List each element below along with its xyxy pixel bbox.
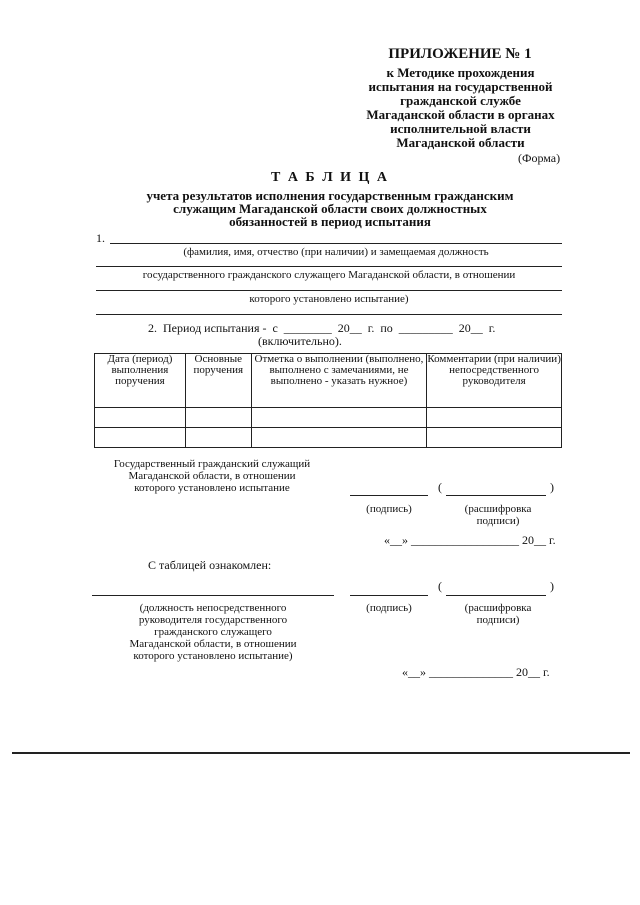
appendix-line: испытания на государственной bbox=[368, 79, 553, 94]
servant-label bbox=[92, 458, 332, 494]
servant-decode-caption: (расшифровка подписи) bbox=[464, 503, 532, 527]
item1-caption-trial: которого установлено испытание) bbox=[249, 293, 409, 305]
item1-fill-line-3[interactable] bbox=[96, 290, 562, 291]
table-cell[interactable] bbox=[95, 428, 186, 448]
manager-decode-line[interactable] bbox=[446, 595, 546, 596]
servant-label-line: которого установлено испытание bbox=[134, 482, 290, 494]
servant-paren-open: ( bbox=[438, 480, 442, 494]
item1-caption-fio: (фамилия, имя, отчество (при наличии) и замещаемая должность bbox=[183, 246, 489, 258]
form-label: (Форма) bbox=[518, 151, 561, 165]
manager-signature-caption: (подпись) bbox=[366, 602, 412, 614]
item1-number: 1. bbox=[96, 231, 105, 245]
appendix-subtitle bbox=[318, 66, 603, 150]
trial-period-inclusive: (включительно). bbox=[258, 334, 342, 348]
header-tasks: Основные поручения bbox=[185, 354, 251, 408]
table-cell[interactable] bbox=[95, 408, 186, 428]
appendix-line: Магаданской области в органах bbox=[366, 107, 555, 122]
manager-paren-close: ) bbox=[550, 579, 554, 593]
manager-caption-line: руководителя государственного bbox=[138, 614, 288, 626]
appendix-line: гражданской службе bbox=[400, 93, 521, 108]
manager-caption-line: Магаданской области, в отношении bbox=[129, 638, 297, 650]
servant-date-line: «__» __________________ 20__ г. bbox=[384, 533, 556, 547]
servant-label-line: Магаданской области, в отношении bbox=[128, 470, 296, 482]
subtitle-line: обязанностей в период испытания bbox=[229, 214, 431, 229]
appendix-line: исполнительной власти bbox=[390, 121, 531, 136]
header-date: Дата (период) выполнения поручения bbox=[95, 354, 186, 408]
servant-signature-caption: (подпись) bbox=[366, 503, 412, 515]
table-row bbox=[95, 408, 562, 428]
item1-caption-service: государственного гражданского служащего Магаданской области, в отношении bbox=[142, 269, 516, 281]
table-row bbox=[95, 428, 562, 448]
item1-fill-line-4[interactable] bbox=[96, 314, 562, 315]
manager-signature-line[interactable] bbox=[350, 595, 428, 596]
table-cell[interactable] bbox=[185, 408, 251, 428]
servant-paren-close: ) bbox=[550, 480, 554, 494]
manager-position-line[interactable] bbox=[92, 595, 334, 596]
page-bottom-rule bbox=[12, 752, 630, 754]
manager-date-line: «__» ______________ 20__ г. bbox=[402, 665, 550, 679]
manager-caption-line: гражданского служащего bbox=[154, 626, 272, 638]
table-cell[interactable] bbox=[427, 428, 562, 448]
table-cell[interactable] bbox=[185, 428, 251, 448]
manager-paren-open: ( bbox=[438, 579, 442, 593]
item1-fill-line[interactable] bbox=[110, 243, 562, 244]
servant-label-line: Государственный гражданский служащий bbox=[113, 458, 311, 470]
item1-fill-line-2[interactable] bbox=[96, 266, 562, 267]
subtitle-line: учета результатов исполнения государственным гражданским bbox=[146, 188, 514, 203]
appendix-line: Магаданской области bbox=[396, 135, 525, 150]
servant-signature-line[interactable] bbox=[350, 495, 428, 496]
table-header-row bbox=[95, 354, 562, 408]
table-cell[interactable] bbox=[427, 408, 562, 428]
manager-decode-caption: (расшифровка подписи) bbox=[464, 602, 532, 626]
table-subtitle bbox=[60, 189, 600, 228]
manager-caption-line: (должность непосредственного bbox=[139, 602, 287, 614]
header-comments: Комментарии (при наличии) непосредственного руководителя bbox=[427, 354, 562, 408]
table-cell[interactable] bbox=[251, 408, 426, 428]
trial-period-line: 2. Период испытания - с ________ 20__ г. по _________ 20__ г. bbox=[148, 321, 496, 335]
results-table bbox=[94, 353, 562, 448]
appendix-line: к Методике прохождения bbox=[386, 65, 535, 80]
appendix-title: ПРИЛОЖЕНИЕ № 1 bbox=[388, 46, 532, 62]
servant-decode-line[interactable] bbox=[446, 495, 546, 496]
manager-caption-line: которого установлено испытание) bbox=[133, 650, 293, 662]
subtitle-line: служащим Магаданской области своих должностных bbox=[173, 201, 487, 216]
table-title: Т А Б Л И Ц А bbox=[270, 170, 390, 185]
manager-position-caption bbox=[92, 602, 334, 662]
table-cell[interactable] bbox=[251, 428, 426, 448]
header-completion: Отметка о выполнении (выполнено, выполнено с замечаниями, не выполнено - указать нужное) bbox=[251, 354, 426, 408]
familiarized-label: С таблицей ознакомлен: bbox=[148, 558, 272, 572]
